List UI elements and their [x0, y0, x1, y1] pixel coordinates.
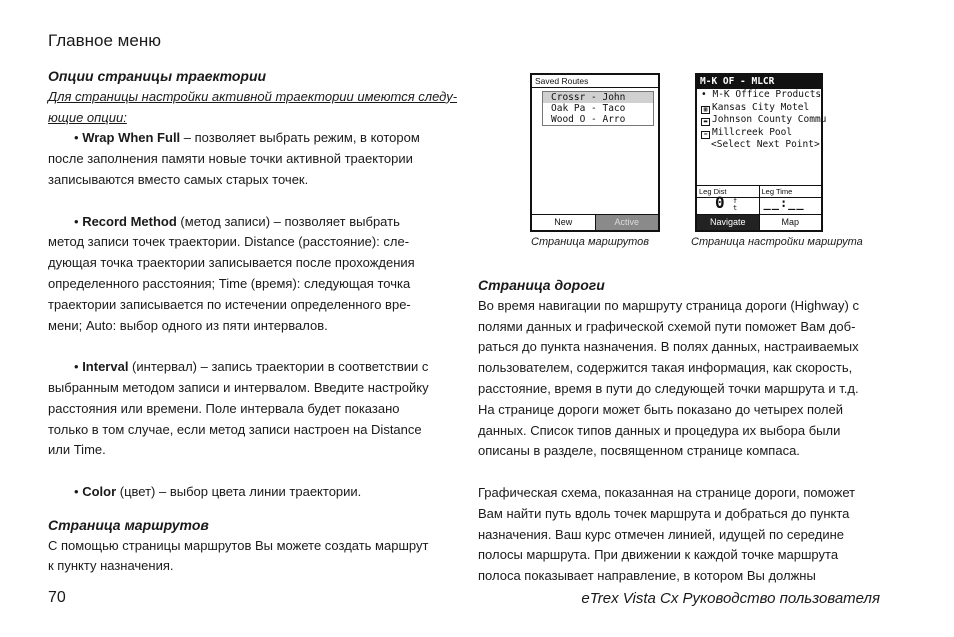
bullet-text-line: расстояния или времени. Поле интервала будет показано — [48, 400, 400, 416]
bullet-interval — [48, 357, 458, 378]
highway-text-line: Вам найти путь вдоль точек маршрута и добраться до пункта — [478, 505, 850, 521]
bullet-marker: • — [74, 359, 79, 375]
leg-dist-unit-bottom: t — [733, 204, 738, 212]
bullet-term: Wrap When Full — [82, 130, 181, 146]
bullet-term: Record Method — [82, 213, 177, 229]
highway-text-line: пользователем, содержится такая информация, как скорость, — [478, 360, 853, 376]
bullet-term: Color — [82, 483, 117, 499]
intro-line: ющие опции: — [48, 109, 127, 125]
routes-text-line: С помощью страницы маршрутов Вы можете создать маршрут — [48, 537, 429, 553]
bullet-text: – позволяет выбрать режим, в котором — [180, 130, 420, 146]
bullet-color — [48, 482, 458, 503]
leg-dist-field — [697, 186, 760, 216]
right-column — [478, 275, 888, 587]
highway-text-line: полями данных и графической схемой пути поможет Вам доб- — [478, 318, 856, 334]
pool-icon: ≈ — [701, 131, 710, 139]
bullet-text-line: метод записи точек траектории. Distance (расстояние): сле- — [48, 234, 410, 250]
route-point-label: M-K Office Products — [712, 89, 822, 100]
highway-text-line: раться до пункта назначения. В полях данных, настраиваемых — [478, 339, 859, 355]
route-point-item[interactable] — [697, 127, 821, 140]
leg-time-label: Leg Time — [761, 187, 793, 196]
page-number: 70 — [48, 589, 66, 606]
route-item[interactable]: Oak Pa - Taco — [551, 103, 626, 114]
car-icon: ▬ — [701, 118, 710, 126]
select-next-point-item[interactable]: <Select Next Point> — [711, 139, 820, 150]
manual-title: eTrex Vista Cx Руководство пользователя — [581, 590, 880, 607]
bullet-text-line: определенного расстояния; Time (время): следующая точка — [48, 275, 411, 291]
bullet-text-line: мени; Auto: выбор одного из пяти интервалов. — [48, 317, 328, 333]
highway-text-line: описаны в разделе, посвященном странице компаса. — [478, 443, 800, 459]
bullet-wrap-when-full — [48, 128, 458, 149]
routes-text-line: к пункту назначения. — [48, 558, 174, 574]
leg-time-value: __:__ — [763, 196, 805, 210]
screen1-button-bar — [532, 214, 658, 230]
route-point-item[interactable] — [697, 114, 827, 127]
bullet-text-line: траектории записывается по истечении определенного вре- — [48, 296, 411, 312]
routes-page-heading: Страница маршрутов — [48, 516, 209, 533]
leg-dist-unit-top: f — [733, 197, 738, 205]
left-column — [48, 66, 458, 577]
route-item[interactable]: Wood O - Arro — [551, 114, 626, 125]
route-point-label: Millcreek Pool — [712, 126, 793, 138]
saved-routes-screen — [530, 73, 660, 232]
bullet-text-line: выбранным методом записи и интервалом. Введите настройку — [48, 379, 429, 395]
route-setup-screen — [695, 73, 827, 232]
bullet-text: (интервал) – запись траектории в соответствии с — [128, 359, 429, 375]
highway-text-line: Во время навигации по маршруту страница дороги (Highway) с — [478, 297, 859, 313]
bullet-marker: • — [74, 213, 79, 229]
bullet-text-line: или Time. — [48, 442, 106, 458]
active-route-button[interactable]: Active — [596, 215, 659, 230]
bullet-text-line: после заполнения памяти новые точки активной траектории — [48, 151, 413, 167]
bullet-record-method — [48, 212, 458, 233]
highway-text-line: полосы маршрута. При движении к каждой точке маршрута — [478, 547, 839, 563]
route-points-list — [697, 89, 827, 152]
screen2-caption: Страница настройки маршрута — [691, 236, 863, 248]
dot-icon: • — [701, 89, 707, 100]
leg-dist-label: Leg Dist — [699, 187, 727, 196]
navigate-button[interactable]: Navigate — [697, 215, 760, 230]
highway-page-heading: Страница дороги — [478, 277, 605, 293]
bullet-term: Interval — [82, 359, 129, 375]
building-icon: ▦ — [701, 106, 710, 114]
map-button[interactable]: Map — [760, 215, 822, 230]
route-point-item[interactable] — [697, 102, 821, 115]
bullet-text-line: только в том случае, если метод записи настроен на Distance — [48, 421, 422, 437]
saved-routes-title: Saved Routes — [532, 75, 658, 88]
track-options-heading: Опции страницы траектории — [48, 68, 267, 84]
bullet-text-line: дующая точка траектории записывается после прохождения — [48, 255, 415, 271]
intro-line: Для страницы настройки активной траектории имеются следу- — [48, 88, 458, 104]
route-point-label: Kansas City Motel — [712, 101, 810, 113]
highway-text-line: расстояние, время в пути до следующей точки маршрута и т.д. — [478, 380, 859, 396]
section-header: Главное меню — [48, 31, 161, 50]
highway-text-line: полоса показывает направление, в котором Вы должны — [478, 568, 816, 584]
bullet-marker: • — [74, 483, 79, 499]
leg-time-field — [760, 186, 822, 216]
highway-text-line: данных. Список типов данных и процедура их выбора были — [478, 422, 841, 438]
highway-text-line: Графическая схема, показанная на странице дороги, поможет — [478, 484, 856, 500]
new-route-button[interactable]: New — [532, 215, 596, 230]
route-name-header: M-K OF - MLCR — [697, 75, 821, 89]
highway-text-line: назначения. Ваш курс отмечен линией, идущей по середине — [478, 526, 844, 542]
bullet-text: (цвет) – выбор цвета линии траектории. — [116, 483, 362, 499]
bullet-text-line: записываются вместо самых старых точек. — [48, 171, 309, 187]
route-point-item[interactable] — [697, 89, 821, 102]
route-point-label: Johnson County Commu — [712, 114, 827, 125]
routes-list — [542, 91, 654, 126]
bullet-marker: • — [74, 130, 79, 146]
screen2-button-bar — [697, 214, 821, 230]
highway-text-line: На странице дороги может быть показано до четырех полей — [478, 401, 844, 417]
leg-dist-value: 0 — [715, 193, 725, 212]
data-fields-row — [697, 185, 821, 216]
screen1-caption: Страница маршрутов — [531, 236, 650, 248]
route-item[interactable]: Crossr - John — [543, 92, 653, 103]
bullet-text: (метод записи) – позволяет выбрать — [176, 213, 400, 229]
